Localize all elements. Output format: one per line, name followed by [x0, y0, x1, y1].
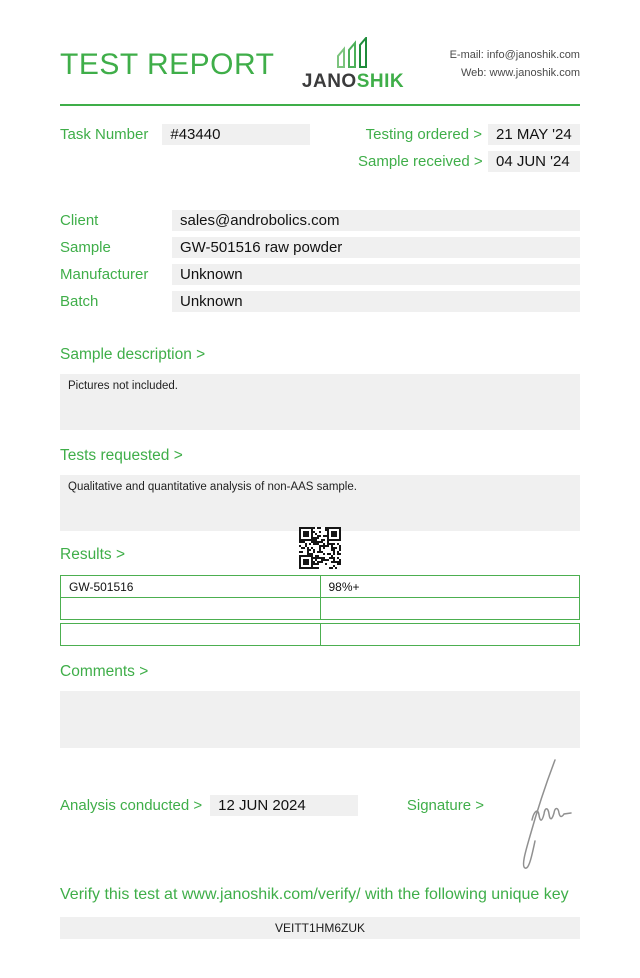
- dates-group: [358, 124, 580, 172]
- analysis-date-value: 12 JUN 2024: [210, 795, 358, 816]
- brand-name-right: SHIK: [356, 71, 405, 92]
- tests-requested-section: [60, 447, 580, 531]
- contact-email-line: [450, 47, 580, 65]
- header-divider: [60, 104, 580, 106]
- results-table-extra: [60, 623, 580, 646]
- sample-received-value: 04 JUN '24: [488, 151, 580, 172]
- info-row-client: [60, 210, 580, 231]
- brand-name: [302, 71, 404, 93]
- test-report-page: [0, 34, 640, 978]
- qr-code-icon: [299, 527, 341, 569]
- results-label: Results >: [60, 546, 126, 563]
- analysis-conducted-group: [60, 795, 358, 816]
- signature-label: Signature >: [406, 797, 484, 814]
- comments-box: [60, 691, 580, 748]
- batch-value: Unknown: [172, 291, 580, 312]
- testing-ordered-label: Testing ordered >: [365, 126, 482, 143]
- sample-description-box: Pictures not included.: [60, 374, 580, 430]
- task-number-value: #43440: [162, 124, 310, 145]
- result-value-cell: 98%+: [320, 576, 580, 598]
- analysis-conducted-label: Analysis conducted >: [60, 797, 203, 814]
- report-header: [60, 34, 580, 96]
- results-table-row: [61, 598, 580, 620]
- client-label: Client: [60, 212, 99, 229]
- results-table: [60, 575, 580, 620]
- comments-section: [60, 663, 580, 748]
- email-label: E-mail:: [449, 49, 484, 62]
- email-value: info@janoshik.com: [486, 49, 580, 62]
- unique-key-value: VEITT1HM6ZUK: [60, 917, 580, 939]
- manufacturer-value: Unknown: [172, 264, 580, 285]
- page-title: TEST REPORT: [60, 48, 275, 81]
- info-row-sample: [60, 237, 580, 258]
- verify-text: Verify this test at www.janoshik.com/verify/ with the following unique key: [60, 886, 569, 903]
- manufacturer-label: Manufacturer: [60, 266, 149, 283]
- result-substance-cell: GW-501516: [61, 576, 321, 598]
- client-value: sales@androbolics.com: [172, 210, 580, 231]
- result-substance-cell: [61, 598, 321, 620]
- tests-requested-box: Qualitative and quantitative analysis of non-AAS sample.: [60, 475, 580, 531]
- growth-chart-icon: [333, 37, 373, 69]
- signature-area: [496, 795, 580, 816]
- testing-ordered-row: [358, 124, 580, 145]
- sample-label: Sample: [60, 239, 111, 256]
- brand-name-left: JANO: [301, 71, 357, 92]
- signature-group: [407, 795, 580, 816]
- meta-row: [60, 124, 580, 172]
- contact-info: [450, 47, 580, 82]
- info-row-manufacturer: [60, 264, 580, 285]
- web-label: Web:: [460, 67, 487, 79]
- result-value-cell: [320, 598, 580, 620]
- results-table-row: [61, 624, 580, 646]
- contact-web-line: [450, 65, 580, 83]
- testing-ordered-value: 21 MAY '24: [488, 124, 580, 145]
- tests-requested-label: Tests requested >: [60, 447, 183, 464]
- results-section: [60, 546, 580, 646]
- task-number-group: [60, 124, 310, 145]
- comments-label: Comments >: [60, 663, 149, 680]
- result-substance-cell: [61, 624, 321, 646]
- handwritten-signature-icon: [498, 757, 578, 872]
- sample-description-section: [60, 346, 580, 430]
- info-row-batch: [60, 291, 580, 312]
- web-value: www.janoshik.com: [489, 67, 580, 79]
- sample-value: GW-501516 raw powder: [172, 237, 580, 258]
- results-table-row: [61, 576, 580, 598]
- sample-received-label: Sample received >: [358, 153, 483, 170]
- sample-description-label: Sample description >: [60, 346, 206, 363]
- result-value-cell: [320, 624, 580, 646]
- sample-received-row: [358, 151, 580, 172]
- brand-logo: [302, 37, 404, 93]
- info-section: [60, 210, 580, 312]
- analysis-signature-row: [60, 795, 580, 816]
- task-number-label: Task Number: [60, 126, 149, 143]
- batch-label: Batch: [60, 293, 99, 310]
